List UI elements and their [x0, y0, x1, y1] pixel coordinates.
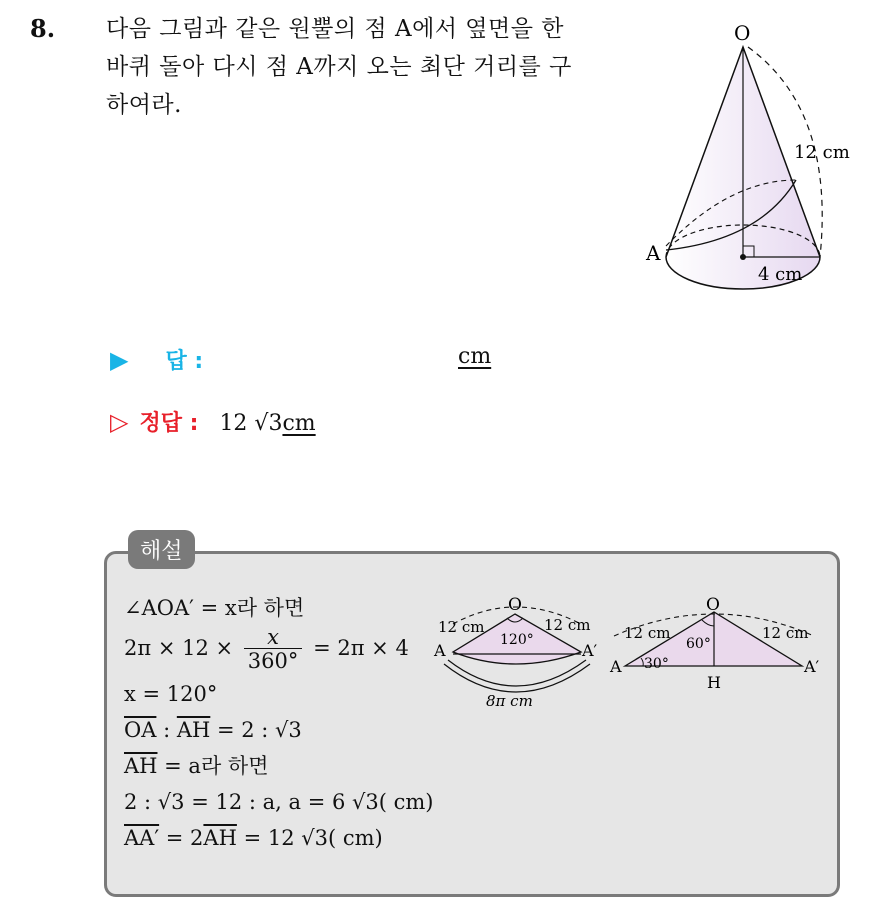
solution-text: = 2	[159, 826, 204, 850]
triangle-right-point: A′	[804, 657, 820, 676]
solution-text: 2π × 12 ×	[124, 636, 234, 660]
solution-line	[124, 820, 433, 856]
solution-lines	[124, 590, 433, 856]
solution-line	[124, 712, 433, 748]
question-text	[106, 10, 626, 124]
answer-row	[110, 344, 492, 375]
cone-apex-label: O	[734, 21, 751, 45]
solution-tag: 해설	[128, 530, 195, 569]
solution-text: = 12 √3( cm)	[236, 826, 383, 850]
sector-right-radius: 12 cm	[544, 616, 591, 634]
segment-oa: $\overline{OA}$	[124, 718, 157, 742]
sector-figure	[430, 596, 606, 716]
question-line: 하여라.	[106, 92, 182, 118]
solution-text: = 2π × 4	[313, 636, 409, 660]
solution-text: :	[156, 718, 177, 742]
answer-marker-icon: ▶	[110, 346, 129, 374]
correct-answer-row	[110, 406, 316, 437]
correct-answer-label: 정답 :	[139, 411, 199, 436]
solution-line	[124, 626, 433, 676]
solution-text: = a라 하면	[157, 754, 269, 778]
triangle-left-side: 12 cm	[624, 624, 671, 642]
triangle-foot-label: H	[707, 673, 721, 692]
correct-marker-icon: ▷	[110, 408, 129, 436]
sector-arc-label: 8π cm	[486, 692, 533, 710]
question-line: 바퀴 돌아 다시 점 A까지 오는 최단 거리를 구	[106, 54, 572, 80]
cone-figure	[630, 10, 870, 310]
cone-slant-label: 12 cm	[794, 142, 850, 163]
cone-radius-label: 4 cm	[758, 264, 803, 285]
solution-line: ∠AOA′ = x라 하면	[124, 596, 305, 620]
sector-left-point: A	[434, 641, 446, 660]
fraction-denominator: 360°	[247, 649, 299, 673]
sector-angle-label: 120°	[500, 632, 534, 648]
segment-aa: AA′	[124, 826, 160, 850]
triangle-right-side: 12 cm	[762, 624, 809, 642]
correct-answer-unit: cm	[282, 411, 316, 436]
triangle-figure	[606, 596, 836, 696]
sector-right-point: A′	[582, 641, 598, 660]
segment-ah: $\overline{AH}$	[203, 826, 237, 850]
solution-line: x = 120°	[124, 682, 218, 706]
segment-ah: $\overline{AH}$	[124, 754, 158, 778]
sector-left-radius: 12 cm	[438, 618, 485, 636]
fraction-numerator: x	[244, 626, 303, 649]
fraction	[244, 626, 303, 673]
triangle-top-angle: 60°	[686, 636, 711, 652]
cone-point-label: A	[646, 241, 661, 265]
triangle-left-angle: 30°	[644, 656, 669, 672]
segment-ah: $\overline{AH}$	[176, 718, 211, 742]
answer-label: 답 :	[165, 349, 204, 374]
solution-line	[124, 748, 433, 784]
triangle-left-point: A	[610, 657, 622, 676]
answer-unit[interactable]: cm	[458, 344, 492, 369]
sector-apex-label: O	[508, 596, 522, 615]
solution-text: = 2 : √3	[210, 718, 302, 742]
question-number: 8.	[30, 14, 56, 43]
triangle-apex-label: O	[706, 596, 720, 615]
question-line: 다음 그림과 같은 원뿔의 점 A에서 옆면을 한	[106, 16, 564, 42]
correct-answer-value: 12 √3	[219, 411, 283, 436]
solution-line: 2 : √3 = 12 : a, a = 6 √3( cm)	[124, 790, 434, 814]
